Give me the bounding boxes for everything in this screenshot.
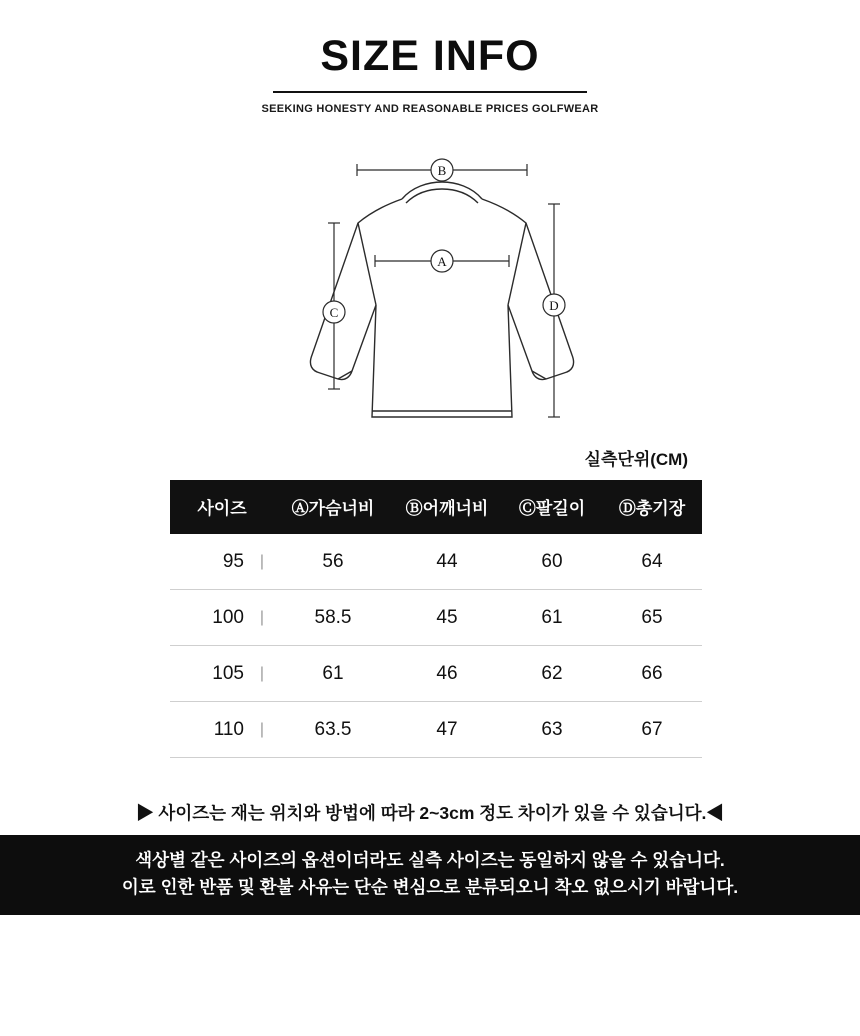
cell-size bbox=[170, 702, 274, 758]
return-policy-notice bbox=[0, 835, 860, 915]
measurement-diagram bbox=[0, 155, 860, 435]
th-shoulder: Ⓑ어깨너비 bbox=[392, 480, 502, 534]
cell-divider: | bbox=[259, 552, 264, 570]
page-title: SIZE INFO bbox=[320, 32, 540, 80]
svg-text:A: A bbox=[437, 254, 447, 270]
cell-chest: 56 bbox=[274, 534, 392, 590]
page-header bbox=[0, 0, 860, 115]
table-header-row bbox=[170, 480, 702, 534]
cell-size-value: 105 bbox=[212, 663, 244, 685]
cell-divider: | bbox=[259, 664, 264, 682]
shirt-outline-icon bbox=[310, 182, 573, 417]
marker-a bbox=[431, 250, 453, 272]
size-table bbox=[170, 480, 702, 758]
cell-shoulder: 47 bbox=[392, 702, 502, 758]
cell-sleeve: 61 bbox=[502, 590, 602, 646]
return-policy-line-2: 이로 인한 반품 및 환불 사유는 단순 변심으로 분류되오니 착오 없으시기 바랍니다. bbox=[121, 877, 739, 898]
cell-length: 64 bbox=[602, 534, 702, 590]
marker-b bbox=[431, 159, 453, 181]
cell-length: 66 bbox=[602, 646, 702, 702]
size-table-wrap bbox=[170, 480, 690, 758]
table-row bbox=[170, 646, 702, 702]
return-policy-line-1: 색상별 같은 사이즈의 옵션이더라도 실측 사이즈는 동일하지 않을 수 있습니다. bbox=[135, 850, 725, 871]
unit-note: 실측단위(CM) bbox=[584, 450, 688, 470]
cell-length: 65 bbox=[602, 590, 702, 646]
svg-text:D: D bbox=[549, 298, 559, 314]
th-sleeve: Ⓒ팔길이 bbox=[502, 480, 602, 534]
size-table-body bbox=[170, 534, 702, 758]
th-size: 사이즈 bbox=[170, 480, 274, 534]
th-chest: Ⓐ가슴너비 bbox=[274, 480, 392, 534]
cell-length: 67 bbox=[602, 702, 702, 758]
cell-shoulder: 45 bbox=[392, 590, 502, 646]
cell-size-value: 95 bbox=[222, 551, 244, 573]
title-underline bbox=[273, 91, 587, 93]
measure-notice: ▶ 사이즈는 재는 위치와 방법에 따라 2~3cm 정도 차이가 있을 수 있습니다.◀ bbox=[136, 803, 724, 824]
shirt-diagram-svg bbox=[220, 155, 640, 435]
svg-text:C: C bbox=[329, 305, 339, 321]
cell-size bbox=[170, 534, 274, 590]
cell-size bbox=[170, 646, 274, 702]
th-length: Ⓓ총기장 bbox=[602, 480, 702, 534]
svg-text:B: B bbox=[437, 163, 447, 179]
size-table-head bbox=[170, 480, 702, 534]
page-subtitle: SEEKING HONESTY AND REASONABLE PRICES GOLFWEAR bbox=[261, 103, 599, 116]
table-row bbox=[170, 590, 702, 646]
cell-sleeve: 62 bbox=[502, 646, 602, 702]
cell-sleeve: 63 bbox=[502, 702, 602, 758]
marker-c bbox=[323, 301, 345, 323]
cell-shoulder: 44 bbox=[392, 534, 502, 590]
cell-chest: 61 bbox=[274, 646, 392, 702]
cell-divider: | bbox=[259, 720, 264, 738]
cell-size-value: 110 bbox=[213, 719, 244, 741]
cell-size bbox=[170, 590, 274, 646]
table-row bbox=[170, 534, 702, 590]
table-row bbox=[170, 702, 702, 758]
cell-divider: | bbox=[259, 608, 264, 626]
cell-size-value: 100 bbox=[212, 607, 244, 629]
cell-chest: 63.5 bbox=[274, 702, 392, 758]
cell-shoulder: 46 bbox=[392, 646, 502, 702]
cell-chest: 58.5 bbox=[274, 590, 392, 646]
marker-d bbox=[543, 294, 565, 316]
cell-sleeve: 60 bbox=[502, 534, 602, 590]
